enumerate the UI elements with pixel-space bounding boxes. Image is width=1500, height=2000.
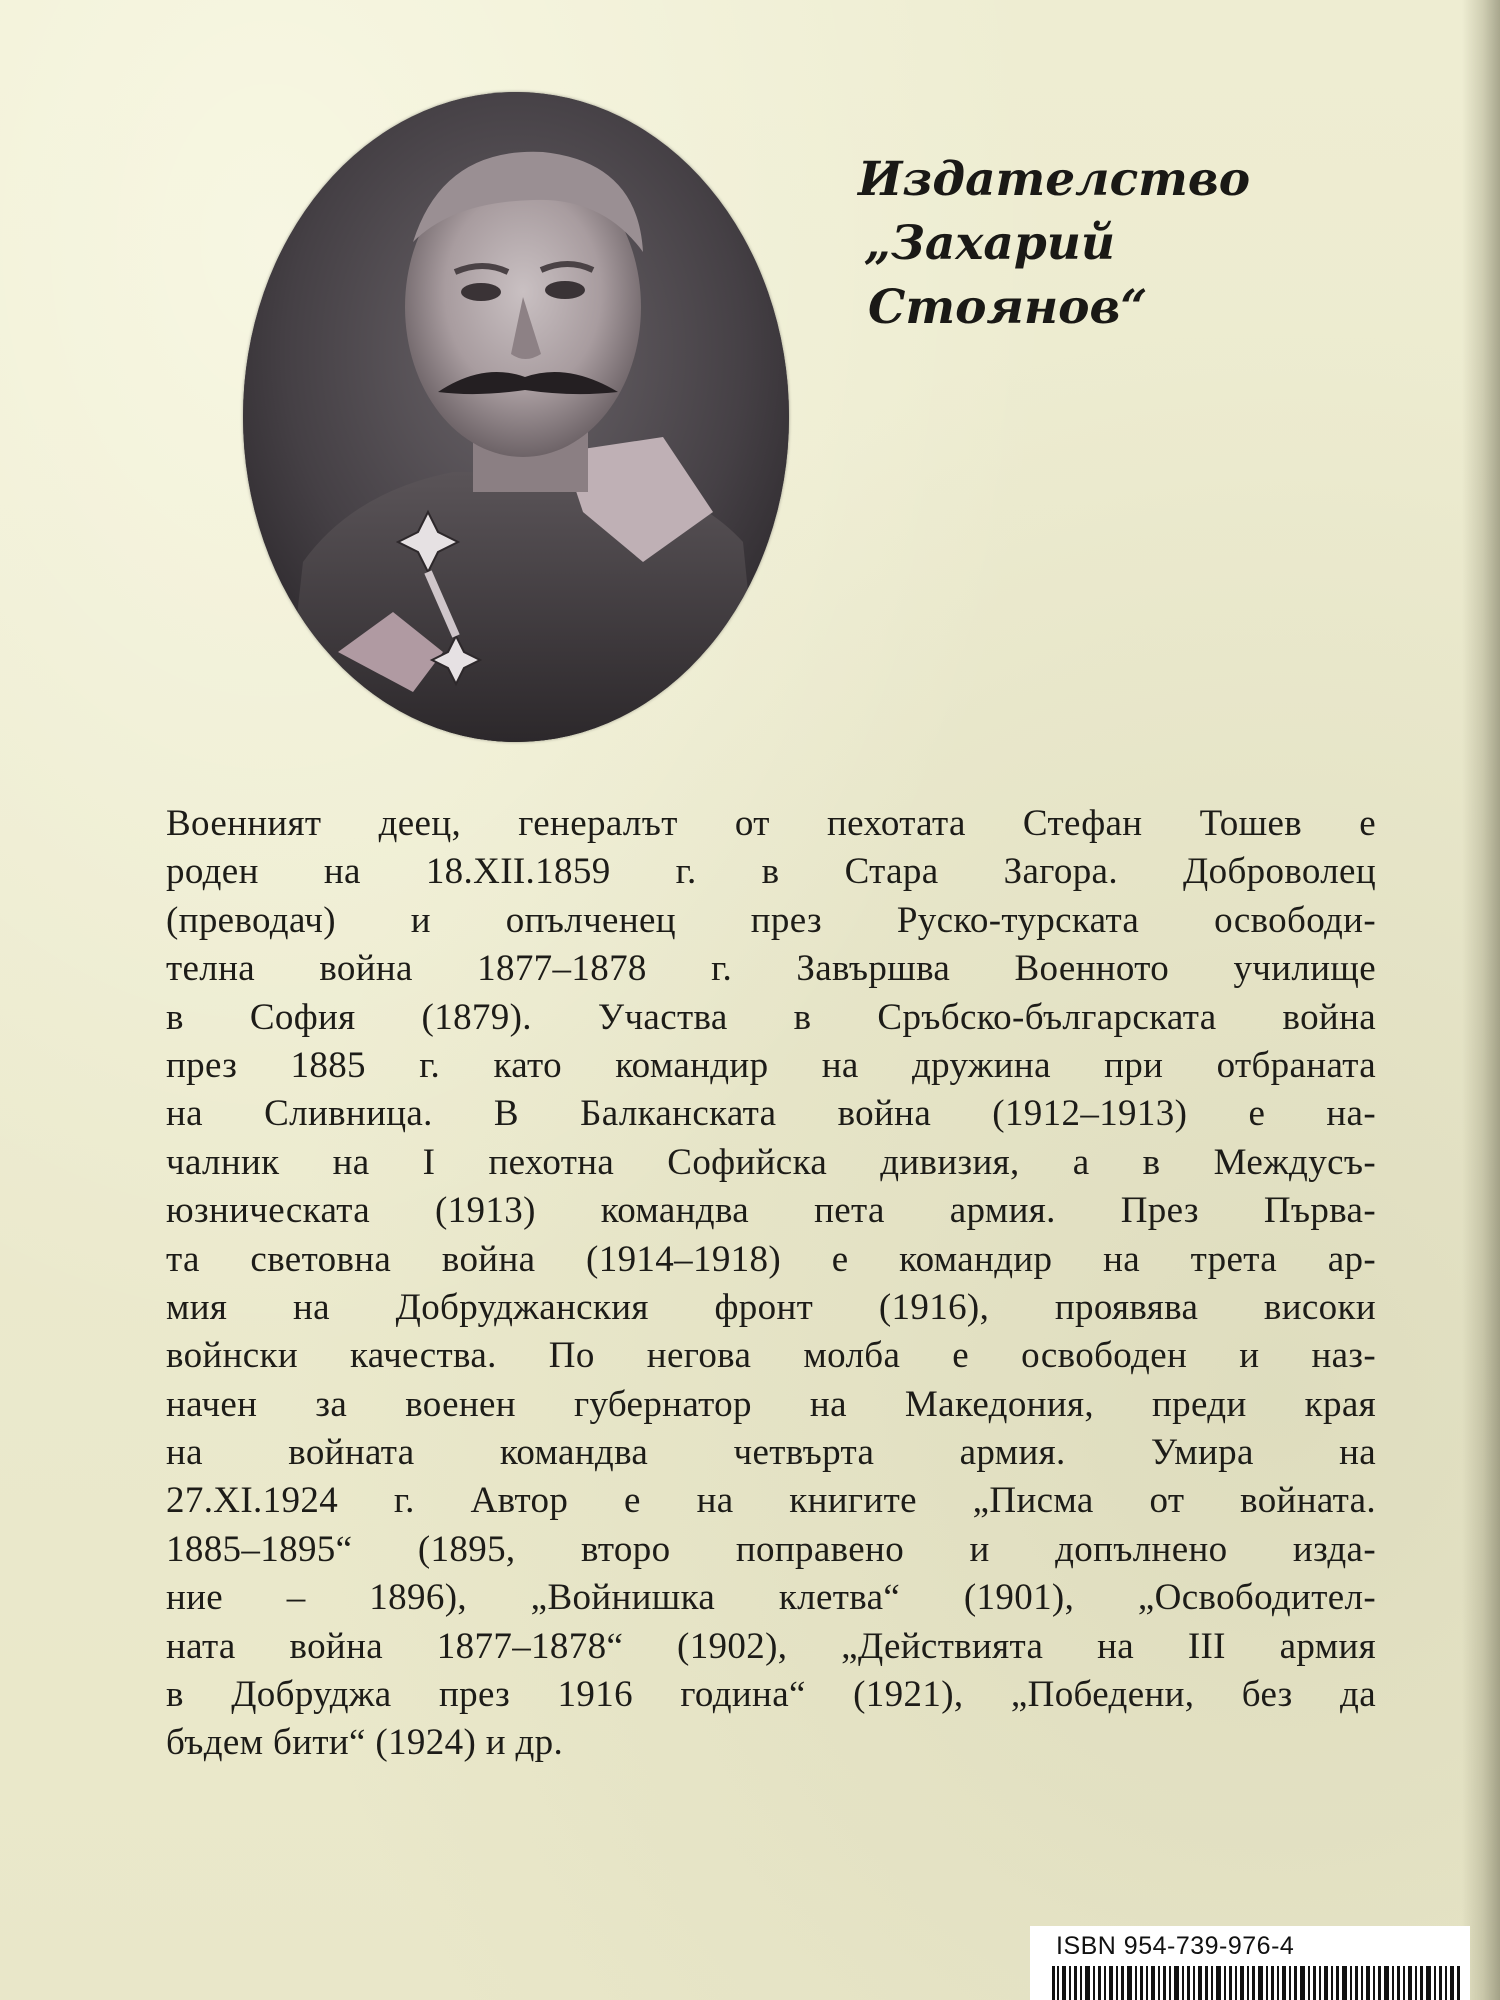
isbn-number: ISBN 954-739-976-4 xyxy=(1056,1932,1295,1960)
bio-line: та световна война (1914–1918) е командир на трета ар- xyxy=(166,1238,1376,1280)
bio-line: ната война 1877–1878“ (1902), „Действията на III армия xyxy=(166,1625,1376,1667)
bio-line: начен за военен губернатор на Македония, преди края xyxy=(166,1383,1376,1425)
bio-line: 1885–1895“ (1895, второ поправено и допълнено изда- xyxy=(166,1528,1376,1570)
bio-line: 27.XI.1924 г. Автор е на книгите „Писма от войната. xyxy=(166,1480,1376,1522)
bio-line: телна война 1877–1878 г. Завършва Военното училище xyxy=(166,948,1376,990)
bio-line: роден на 18.XII.1859 г. в Стара Загора. Доброволец xyxy=(166,851,1376,893)
bio-line: ние – 1896), „Войнишка клетва“ (1901), „Освободител- xyxy=(166,1577,1376,1619)
bio-line: на войната командва четвърта армия. Умира на xyxy=(166,1432,1376,1474)
bio-line: (преводач) и опълченец през Руско-турската освободи- xyxy=(166,899,1376,941)
bio-line: юзническата (1913) командва пета армия. През Първа- xyxy=(166,1190,1376,1232)
biography-text xyxy=(166,800,1376,1768)
bio-line: в Добруджа през 1916 година“ (1921), „Победени, без да xyxy=(166,1674,1376,1716)
publisher-line-3: Стоянов“ xyxy=(868,280,1148,335)
bio-line: през 1885 г. като командир на дружина при отбраната xyxy=(166,1044,1376,1086)
bio-line: войнски качества. По негова молба е освободен и наз- xyxy=(166,1335,1376,1377)
bio-line: бъдем бити“ (1924) и др. xyxy=(166,1722,564,1764)
spine-edge xyxy=(1462,0,1500,2000)
bio-line: мия на Добруджанския фронт (1916), проявява високи xyxy=(166,1286,1376,1328)
bio-line: чалник на I пехотна Софийска дивизия, а в Междусъ- xyxy=(166,1141,1376,1183)
barcode-icon xyxy=(1052,1966,1462,2000)
publisher-name xyxy=(858,148,1328,340)
isbn-label xyxy=(1030,1926,1470,2000)
bio-line: на Сливница. В Балканската война (1912–1913) е на- xyxy=(166,1093,1376,1135)
bio-line: в София (1879). Участва в Сръбско-българската война xyxy=(166,996,1376,1038)
portrait-illustration xyxy=(243,92,789,742)
portrait-photo xyxy=(243,92,789,742)
bio-line: Военният деец, генералът от пехотата Стефан Тошев е xyxy=(166,803,1376,844)
publisher-line-2: „Захарий xyxy=(864,216,1116,271)
publisher-line-1: Издателство xyxy=(858,152,1251,207)
